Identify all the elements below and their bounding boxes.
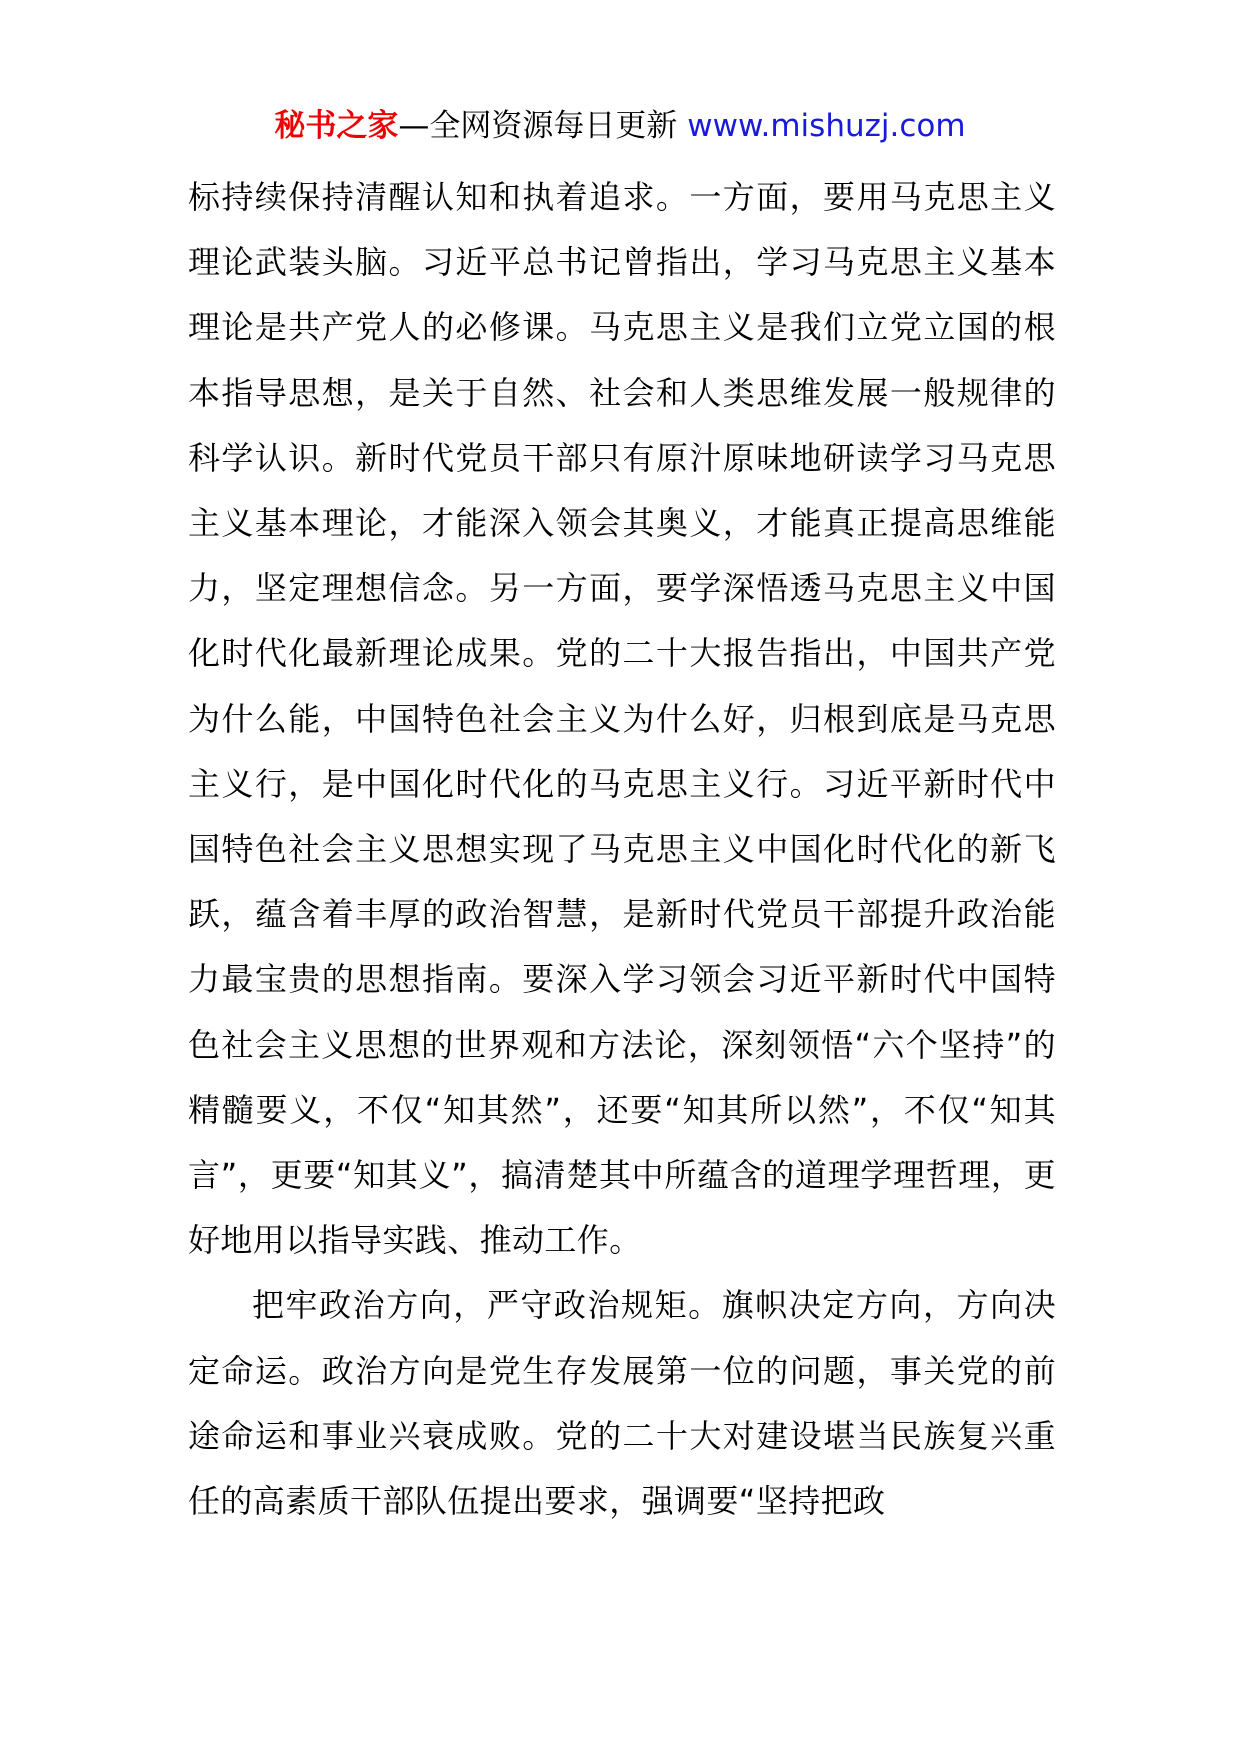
header-slogan: —全网资源每日更新 [398, 108, 688, 144]
document-body [188, 165, 1056, 1534]
paragraph-political-direction: 把牢政治方向，严守政治规矩。旗帜决定方向，方向决定命运。政治方向是党生存发展第一位的问题，事关党的前途命运和事业兴衰成败。党的二十大对建设堪当民族复兴重任的高素质干部队伍提出要求，强调要“坚持把政 [188, 1286, 1056, 1521]
header-brand: 秘书之家 [274, 108, 399, 144]
header-url-link[interactable]: www.mishuzj.com [687, 108, 966, 144]
paragraph-continued: 标持续保持清醒认知和执着追求。一方面，要用马克思主义理论武装头脑。习近平总书记曾指出，学习马克思主义基本理论是共产党人的必修课。马克思主义是我们立党立国的根本指导思想，是关于自然、社会和人类思维发展一般规律的科学认识。新时代党员干部只有原汁原味地研读学习马克思主义基本理论，才能深入领会其奥义，才能真正提高思维能力，坚定理想信念。另一方面，要学深悟透马克思主义中国化时代化最新理论成果。党的二十大报告指出，中国共产党为什么能，中国特色社会主义为什么好，归根到底是马克思主义行，是中国化时代化的马克思主义行。习近平新时代中国特色社会主义思想实现了马克思主义中国化时代化的新飞跃，蕴含着丰厚的政治智慧，是新时代党员干部提升政治能力最宝贵的思想指南。要深入学习领会习近平新时代中国特色社会主义思想的世界观和方法论，深刻领悟“六个坚持”的精髓要义，不仅“知其然”，还要“知其所以然”，不仅“知其言”，更要“知其义”，搞清楚其中所蕴含的道理学理哲理，更好地用以指导实践、推动工作。 [188, 178, 1056, 1260]
page-header [0, 104, 1240, 148]
